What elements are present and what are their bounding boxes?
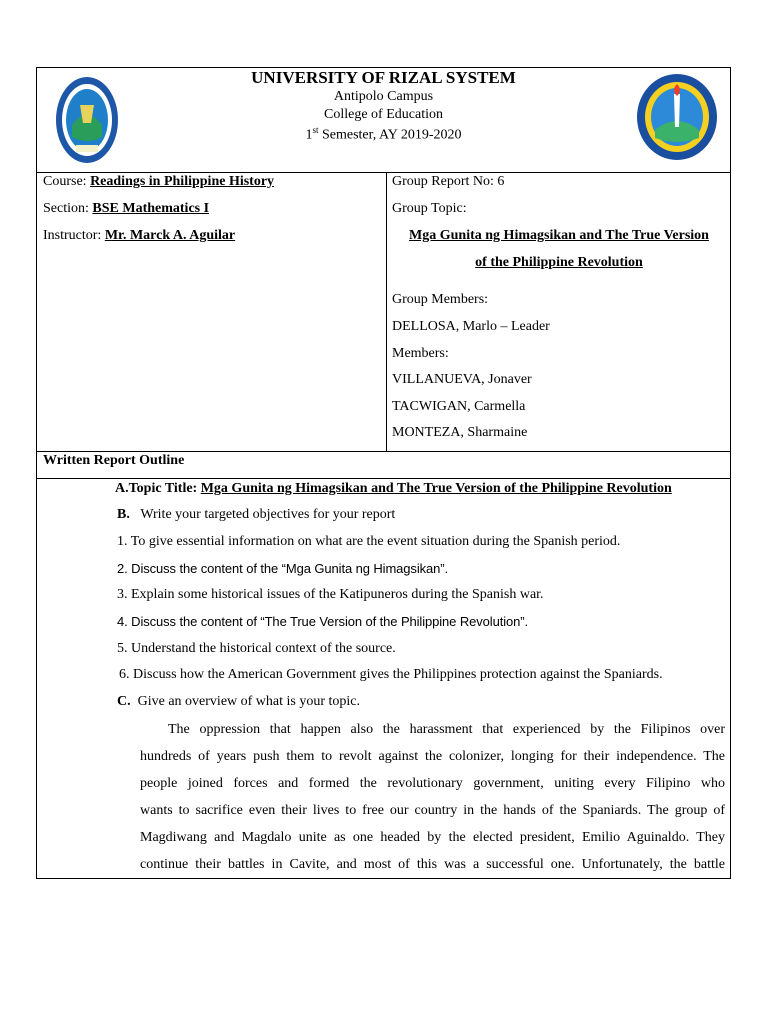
university-seal-icon (54, 75, 120, 165)
campus-name: Antipolo Campus (333, 89, 434, 104)
paragraph-line: hundreds of years push them to revolt against the colonizer, longing for their independence. The (140, 749, 725, 764)
member-name: TACWIGAN, Carmella (392, 399, 526, 414)
member-name: MONTEZA, Sharmaine (392, 425, 528, 440)
objectives-heading: B. Write your targeted objectives for your report (117, 507, 396, 522)
members-label: Members: (392, 346, 449, 361)
divider (37, 451, 730, 452)
course-field: Course: Readings in Philippine History (43, 174, 275, 189)
paragraph-line: The oppression that happen also the harassment that experienced by the Filipinos over (168, 722, 725, 737)
university-title: UNIVERSITY OF RIZAL SYSTEM (251, 68, 516, 87)
overview-heading: C. Give an overview of what is your topic. (117, 694, 361, 709)
overview-paragraph (140, 716, 725, 878)
objective-item: 2. Discuss the content of the “Mga Gunita ng Himagsikan”. (117, 561, 449, 576)
semester-line: 1st Semester, AY 2019-2020 (305, 125, 462, 143)
group-topic-line-2: of the Philippine Revolution (475, 255, 643, 270)
paragraph-line: Magdiwang and Magdalo unite as one headed by the elected president, Emilio Aguinaldo. They (140, 830, 725, 845)
group-topic-line-1: Mga Gunita ng Himagsikan and The True Version (409, 228, 709, 243)
group-members-label: Group Members: (392, 292, 489, 307)
topic-title-item: A.Topic Title: Mga Gunita ng Himagsikan and The True Version of the Philippine Revolution (115, 481, 672, 496)
divider (37, 172, 730, 173)
report-frame (36, 67, 731, 879)
group-topic-label: Group Topic: (392, 201, 467, 216)
group-leader: DELLOSA, Marlo – Leader (392, 319, 550, 334)
objective-item: 5. Understand the historical context of the source. (117, 641, 396, 656)
paragraph-line: continue their battles in Cavite, and most of this was a successful one. Unfortunately, the battle (140, 857, 725, 872)
section-field: Section: BSE Mathematics I (43, 201, 210, 216)
instructor-field: Instructor: Mr. Marck A. Aguilar (43, 228, 236, 243)
objective-item: 3. Explain some historical issues of the Katipuneros during the Spanish war. (117, 587, 544, 602)
divider (37, 478, 730, 479)
paragraph-line: people joined forces and formed the revolutionary government, uniting every Filipino who (140, 776, 725, 791)
column-divider (386, 172, 387, 451)
college-name: College of Education (324, 107, 443, 122)
member-name: VILLANUEVA, Jonaver (392, 372, 532, 387)
paragraph-line: wants to sacrifice even their lives to free our country in the hands of the Spaniards. The group of (140, 803, 725, 818)
objective-item: 4. Discuss the content of “The True Version of the Philippine Revolution”. (117, 614, 528, 629)
college-of-education-seal-icon (635, 72, 719, 162)
objective-item: 1. To give essential information on what are the event situation during the Spanish period. (117, 534, 621, 549)
group-report-number: Group Report No: 6 (392, 174, 505, 189)
outline-heading: Written Report Outline (43, 453, 185, 468)
objective-item: 6. Discuss how the American Government gives the Philippines protection against the Spaniards. (119, 667, 663, 682)
